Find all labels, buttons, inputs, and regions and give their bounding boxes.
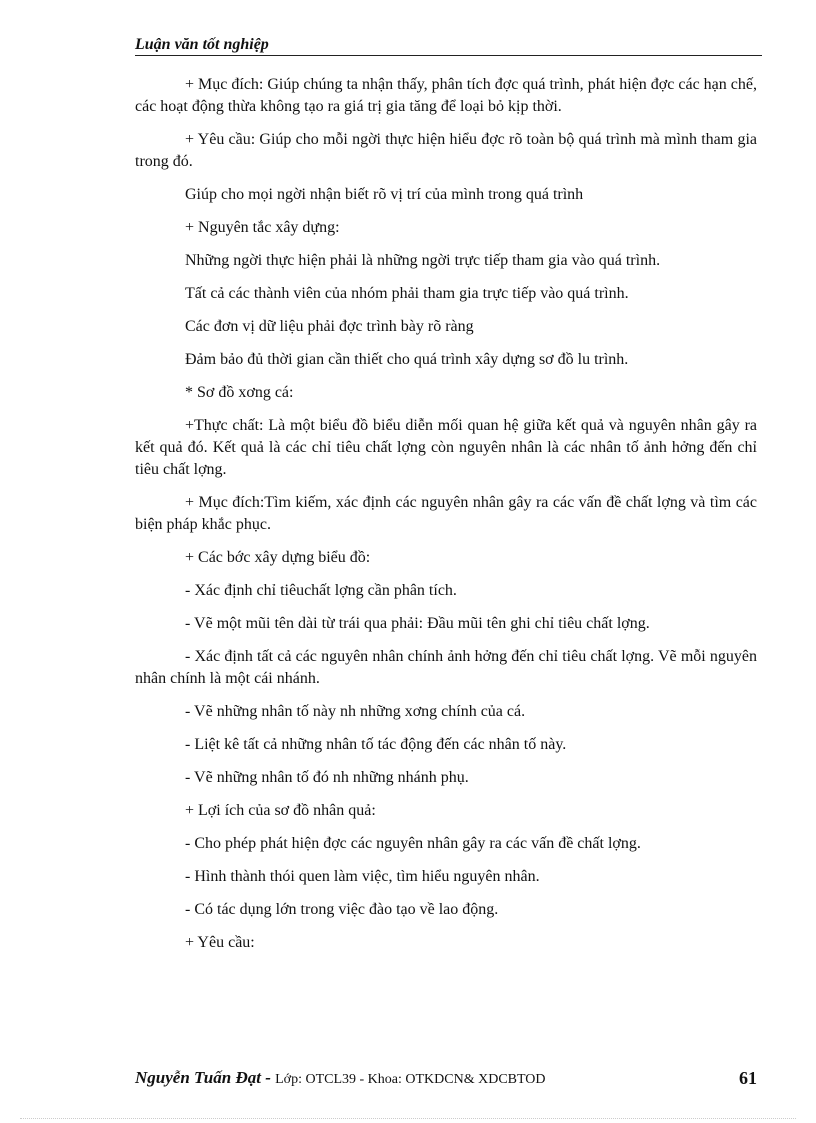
- list-item: - Vẽ những nhân tố này nh những xơng chính của cá.: [185, 703, 526, 720]
- paragraph: + Yêu cầu:: [185, 934, 255, 951]
- paragraph: +Thực chất: Là một biểu đồ biểu diễn mối quan hệ giữa kết quả và nguyên nhân gây ra kết quả đó. Kết quả là các chỉ tiêu chất lợng còn nguyên nhân là các nhân tố ảnh hởng đến chỉ tiêu chất lợng.: [135, 417, 757, 478]
- list-item: - Liệt kê tất cả những nhân tố tác động đến các nhân tố này.: [185, 736, 567, 753]
- page-footer: [135, 1068, 757, 1092]
- list-item: - Vẽ một mũi tên dài từ trái qua phải: Đầu mũi tên ghi chỉ tiêu chất lợng.: [185, 615, 650, 632]
- paragraph: + Các bớc xây dựng biểu đồ:: [185, 549, 371, 566]
- section-heading: * Sơ đồ xơng cá:: [185, 384, 294, 401]
- paragraph: Những ngời thực hiện phải là những ngời trực tiếp tham gia vào quá trình.: [185, 252, 661, 269]
- paragraph: Giúp cho mọi ngời nhận biết rõ vị trí của mình trong quá trình: [185, 186, 584, 203]
- footer-info: Lớp: OTCL39 - Khoa: OTKDCN& XDCBTOD: [275, 1072, 546, 1087]
- paragraph: + Nguyên tắc xây dựng:: [185, 219, 340, 236]
- paragraph: + Mục đích:Tìm kiếm, xác định các nguyên nhân gây ra các vấn đề chất lợng và tìm các biện pháp khắc phục.: [135, 494, 757, 533]
- footer-author: Nguyễn Tuấn Đạt -: [135, 1068, 276, 1087]
- list-item: - Có tác dụng lớn trong việc đào tạo về lao động.: [185, 901, 499, 918]
- paragraph: Đảm bảo đủ thời gian cần thiết cho quá trình xây dựng sơ đồ lu trình.: [185, 351, 629, 368]
- list-item: - Xác định tất cả các nguyên nhân chính ảnh hởng đến chỉ tiêu chất lợng. Vẽ mỗi nguyên nhân chính là một cái nhánh.: [135, 648, 757, 687]
- paragraph: + Lợi ích của sơ đồ nhân quả:: [185, 802, 376, 819]
- list-item: - Xác định chỉ tiêuchất lợng cần phân tích.: [185, 582, 457, 599]
- paragraph: Các đơn vị dữ liệu phải đợc trình bày rõ ràng: [185, 318, 474, 335]
- list-item: - Cho phép phát hiện đợc các nguyên nhân gây ra các vấn đề chất lợng.: [185, 835, 641, 852]
- paragraph: Tất cả các thành viên của nhóm phải tham gia trực tiếp vào quá trình.: [185, 285, 629, 302]
- list-item: - Vẽ những nhân tố đó nh những nhánh phụ.: [185, 769, 469, 786]
- page-number: 61: [739, 1068, 757, 1088]
- page-edge-divider: [20, 1118, 796, 1119]
- paragraph: + Mục đích: Giúp chúng ta nhận thấy, phân tích đợc quá trình, phát hiện đợc các hạn chế, các hoạt động thừa không tạo ra giá trị gia tăng để loại bỏ kịp thời.: [135, 76, 757, 115]
- document-body: [135, 74, 757, 965]
- paragraph: + Yêu cầu: Giúp cho mỗi ngời thực hiện hiểu đợc rõ toàn bộ quá trình mà mình tham gia trong đó.: [135, 131, 757, 170]
- header-title: Luận văn tốt nghiệp: [135, 36, 269, 53]
- list-item: - Hình thành thói quen làm việc, tìm hiểu nguyên nhân.: [185, 868, 540, 885]
- page-header: [135, 36, 762, 56]
